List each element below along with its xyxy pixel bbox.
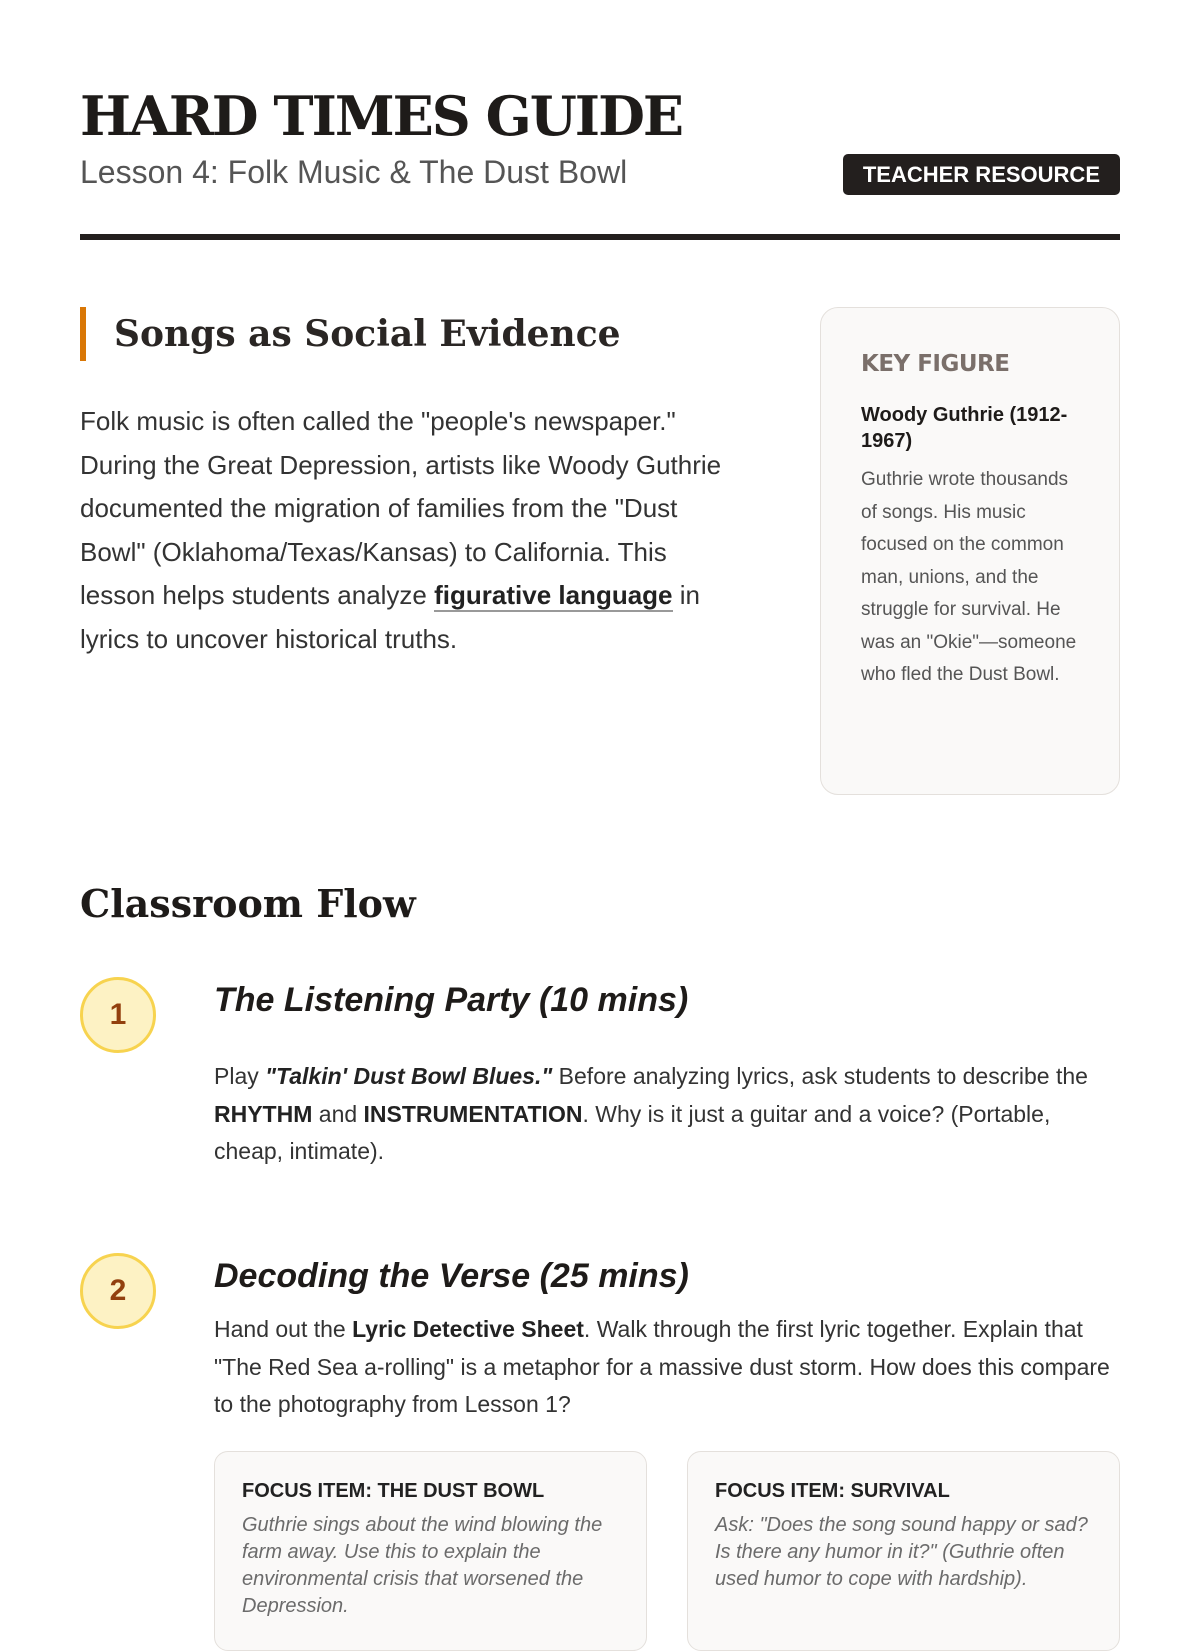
focus-card-title: FOCUS ITEM: SURVIVAL: [715, 1480, 950, 1502]
step-2-text-1: Hand out the: [214, 1316, 353, 1342]
lyric-detective-sheet-term: Lyric Detective Sheet: [352, 1316, 584, 1342]
step-2-text-2: . Walk through the first lyric together. Explain that "The Red Sea a-rolling" is a metaphor for a massive dust storm. How does this compare to the photography from Lesson 1?: [214, 1316, 1110, 1417]
step-2-title: Decoding the Verse (25 mins): [214, 1257, 689, 1295]
key-figure-label: KEY FIGURE: [861, 351, 1010, 377]
focus-card-survival: [687, 1451, 1120, 1651]
focus-card-text: Ask: "Does the song sound happy or sad? Is there any humor in it?" (Guthrie often used humor to cope with hardship).: [715, 1514, 1088, 1590]
lesson-subtitle: Lesson 4: Folk Music & The Dust Bowl: [80, 154, 628, 190]
key-figure-card: [820, 307, 1120, 795]
step-2-number: 2: [80, 1253, 156, 1329]
focus-card-dust-bowl: [214, 1451, 647, 1651]
intro-text-before: Folk music is often called the "people's newspaper." During the Great Depression, artists like Woody Guthrie documented the migration of families from the "Dust Bowl" (Oklahoma/Texas/Kansas) to California. This lesson helps students analyze: [80, 406, 722, 610]
focus-card-text: Guthrie sings about the wind blowing the farm away. Use this to explain the environmental crisis that worsened the Depression.: [242, 1514, 603, 1617]
instrumentation-term: INSTRUMENTATION: [363, 1100, 583, 1127]
step-1-text-2: Before analyzing lyrics, ask students to describe the: [552, 1063, 1088, 1089]
rhythm-term: RHYTHM: [214, 1100, 313, 1127]
guide-title: HARD TIMES GUIDE: [80, 84, 683, 148]
intro-text-after: in lyrics to uncover historical truths.: [80, 580, 700, 654]
intro-paragraph: [80, 400, 745, 661]
classroom-flow-heading: Classroom Flow: [80, 881, 416, 926]
key-figure-text: Guthrie wrote thousands of songs. His music focused on the common man, unions, and the struggle for survival. He was an "Okie"—someone who fled the Dust Bowl.: [861, 469, 1077, 685]
intro-heading: Songs as Social Evidence: [114, 313, 621, 355]
song-title: "Talkin' Dust Bowl Blues.": [265, 1063, 553, 1089]
header-divider: [80, 234, 1120, 240]
figurative-language-term: figurative language: [434, 580, 673, 610]
step-1-text-1: Play: [214, 1063, 266, 1089]
step-1-title: The Listening Party (10 mins): [214, 981, 689, 1019]
lesson-page: [80, 0, 1120, 1617]
step-1-text-4: . Why is it just a guitar and a voice? (Portable, cheap, intimate).: [214, 1100, 1051, 1164]
step-1-text-3: and: [312, 1100, 364, 1127]
step-1-body: [214, 1058, 1120, 1171]
teacher-resource-badge: TEACHER RESOURCE: [843, 154, 1120, 195]
key-figure-name: Woody Guthrie (1912-1967): [861, 404, 1068, 452]
step-2-body: [214, 1311, 1120, 1424]
step-1-number: 1: [80, 977, 156, 1053]
intro-section-heading: [80, 307, 621, 361]
focus-card-title: FOCUS ITEM: THE DUST BOWL: [242, 1480, 545, 1502]
